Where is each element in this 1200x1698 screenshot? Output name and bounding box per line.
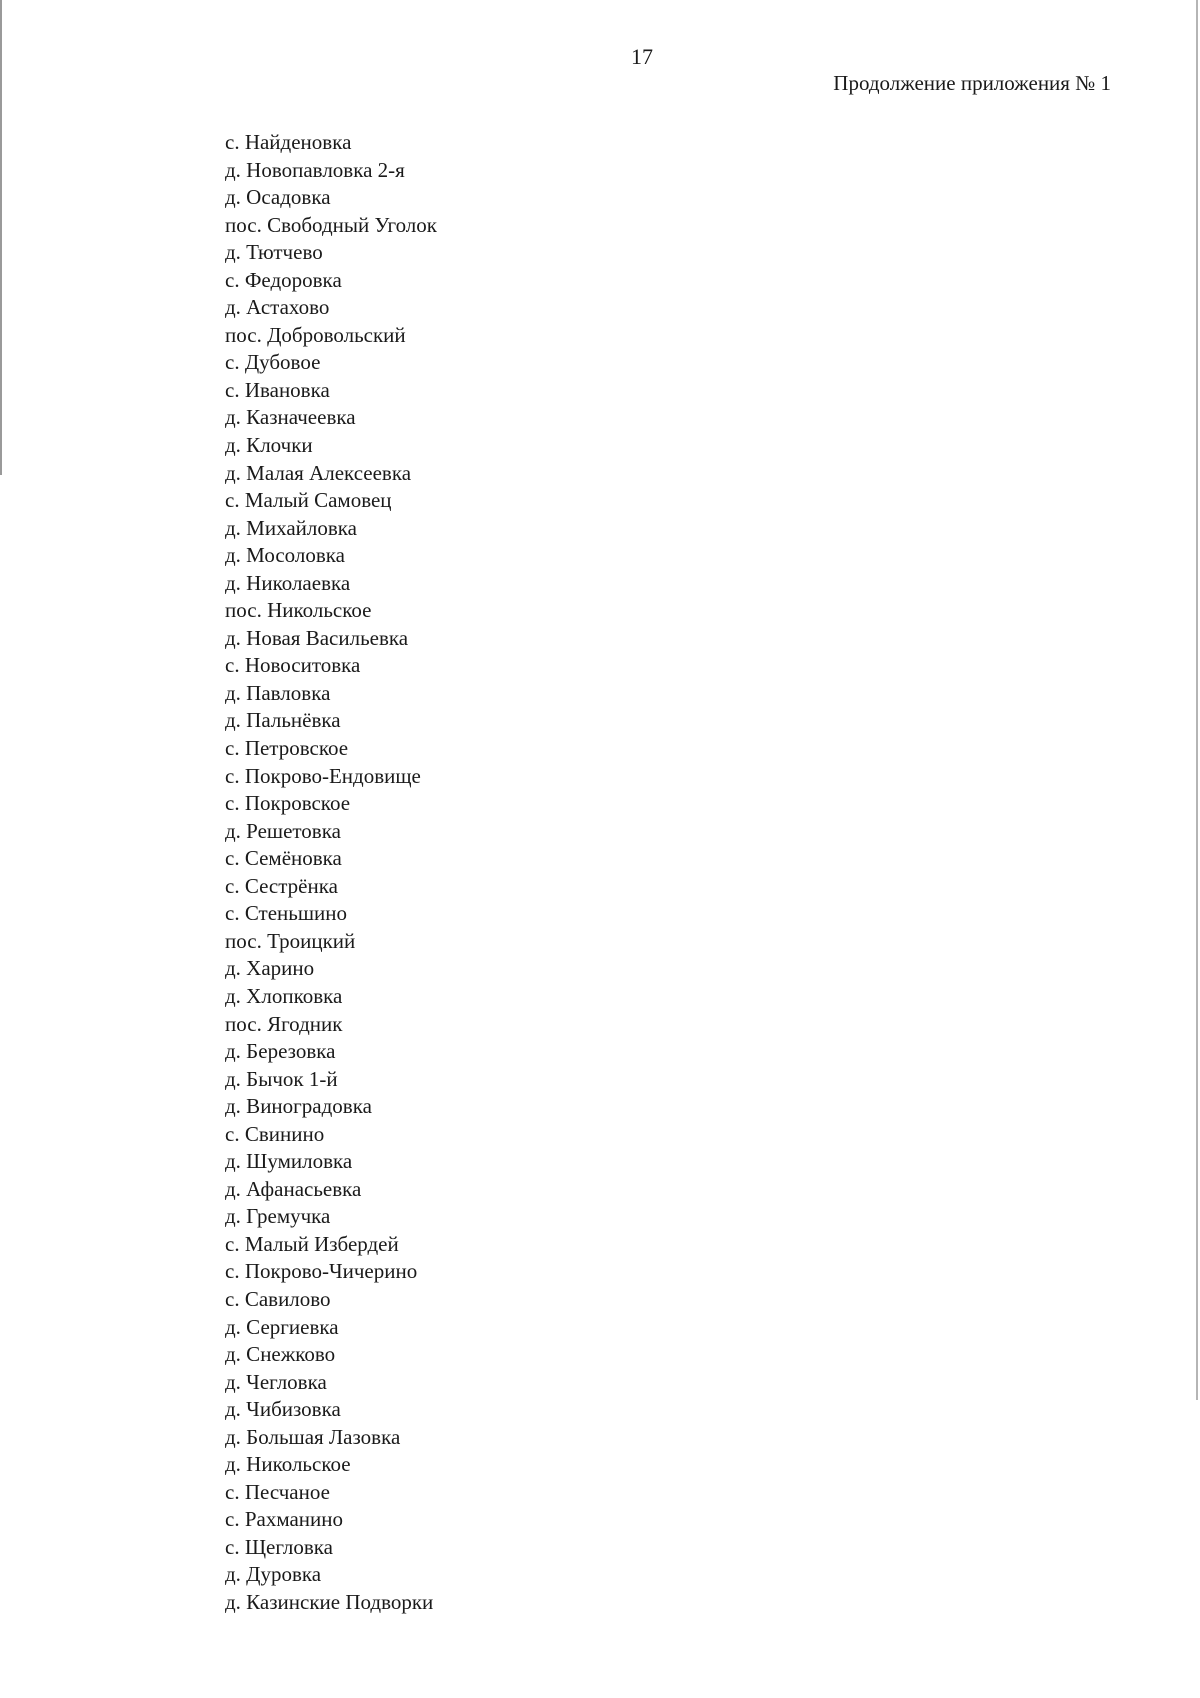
settlement-item: д. Решетовка bbox=[225, 818, 341, 843]
settlement-item: д. Павловка bbox=[225, 680, 331, 705]
settlement-item: пос. Троицкий bbox=[225, 928, 356, 953]
settlement-item: д. Михайловка bbox=[225, 515, 357, 540]
settlement-item: д. Березовка bbox=[225, 1039, 336, 1064]
settlement-item: д. Чегловка bbox=[225, 1369, 327, 1394]
settlement-item: д. Тютчево bbox=[225, 240, 323, 265]
settlement-item: д. Снежково bbox=[225, 1342, 336, 1367]
settlement-item: д. Новопавловка 2-я bbox=[225, 157, 405, 182]
page-number: 17 bbox=[631, 44, 653, 69]
settlement-list bbox=[225, 129, 437, 1617]
settlement-item: д. Виноградовка bbox=[225, 1094, 372, 1119]
settlement-item: с. Петровское bbox=[225, 736, 349, 761]
settlement-item: д. Никольское bbox=[225, 1452, 351, 1477]
settlement-item: пос. Добровольский bbox=[225, 322, 406, 347]
settlement-item: с. Федоровка bbox=[225, 267, 342, 292]
settlement-item: д. Гремучка bbox=[225, 1204, 331, 1229]
settlement-item: пос. Ягодник bbox=[225, 1011, 343, 1036]
settlement-item: д. Дуровка bbox=[225, 1562, 322, 1587]
settlement-item: с. Малый Избердей bbox=[225, 1231, 399, 1256]
settlement-item: д. Сергиевка bbox=[225, 1314, 339, 1339]
settlement-item: д. Астахово bbox=[225, 295, 330, 320]
settlement-item: с. Найденовка bbox=[225, 130, 352, 154]
settlement-item: с. Малый Самовец bbox=[225, 488, 392, 513]
settlement-item: д. Клочки bbox=[225, 433, 313, 458]
settlement-item: с. Семёновка bbox=[225, 846, 342, 871]
settlement-item: с. Щегловка bbox=[225, 1534, 333, 1559]
settlement-item: д. Пальнёвка bbox=[225, 708, 341, 733]
settlement-item: д. Афанасьевка bbox=[225, 1176, 362, 1201]
settlement-item: с. Новоситовка bbox=[225, 653, 361, 678]
settlement-item: с. Савилово bbox=[225, 1286, 331, 1311]
settlement-item: д. Чибизовка bbox=[225, 1397, 341, 1422]
settlement-item: с. Песчаное bbox=[225, 1479, 330, 1504]
settlement-item: с. Покровское bbox=[225, 791, 351, 816]
settlement-item: д. Осадовка bbox=[225, 185, 331, 210]
settlement-item: пос. Свободный Уголок bbox=[225, 212, 437, 237]
settlement-item: д. Харино bbox=[225, 956, 315, 981]
settlement-item: с. Свинино bbox=[225, 1121, 325, 1146]
settlement-item: д. Николаевка bbox=[225, 570, 351, 595]
settlement-item: д. Казинские Подворки bbox=[225, 1589, 434, 1614]
settlement-item: с. Сестрёнка bbox=[225, 873, 338, 898]
settlement-item: д. Бычок 1-й bbox=[225, 1066, 338, 1091]
settlement-item: с. Дубовое bbox=[225, 350, 321, 375]
settlement-item: д. Казначеевка bbox=[225, 405, 356, 430]
settlement-item: пос. Никольское bbox=[225, 598, 372, 623]
scan-edge-right bbox=[1196, 0, 1198, 1400]
settlement-item: с. Покрово-Чичерино bbox=[225, 1259, 418, 1284]
settlement-item: д. Шумиловка bbox=[225, 1149, 353, 1174]
settlement-item: с. Стеньшино bbox=[225, 901, 348, 926]
settlement-item: с. Ивановка bbox=[225, 377, 330, 402]
settlement-item: д. Новая Васильевка bbox=[225, 625, 409, 650]
settlement-item: д. Хлопковка bbox=[225, 983, 343, 1008]
settlement-item: д. Малая Алексеевка bbox=[225, 460, 412, 485]
settlement-item: д. Мосоловка bbox=[225, 543, 346, 568]
settlement-item: д. Большая Лазовка bbox=[225, 1424, 401, 1449]
settlement-item: с. Рахманино bbox=[225, 1507, 344, 1532]
scan-edge-left bbox=[0, 0, 2, 475]
continuation-note: Продолжение приложения № 1 bbox=[833, 71, 1111, 95]
settlement-item: с. Покрово-Ендовище bbox=[225, 763, 421, 788]
